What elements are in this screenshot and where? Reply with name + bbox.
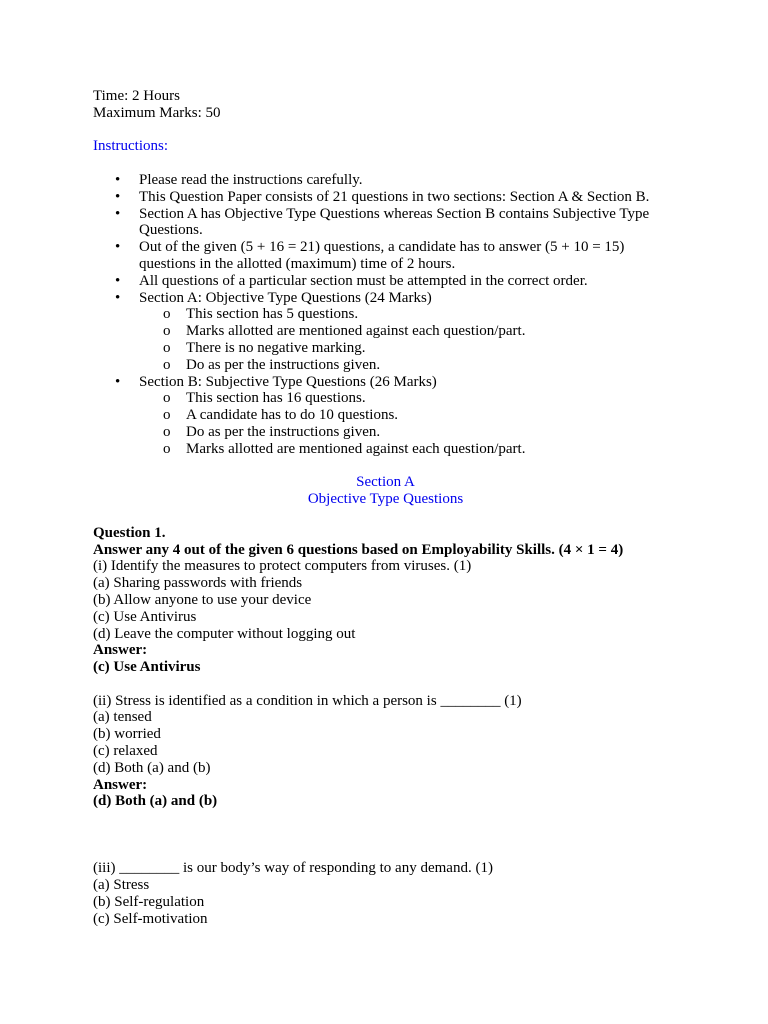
option: (a) Stress [93, 877, 150, 894]
spacer [93, 676, 678, 693]
sub-point: o This section has 16 questions. [186, 390, 678, 407]
option: (c) Self-motivation [93, 910, 208, 927]
answer: (d) Both (a) and (b) [93, 793, 218, 810]
section-b-label: Section B: Subjective Type Questions (26 Marks) [139, 373, 437, 390]
sub-point: o Marks allotted are mentioned against each question/part. [186, 323, 678, 340]
spacer [93, 122, 678, 139]
question-title: Question 1. [93, 524, 166, 541]
answer-label: Answer: [93, 776, 148, 793]
instruction-item-section-b [139, 374, 678, 458]
spacer [93, 508, 678, 525]
answer: (c) Use Antivirus [93, 659, 201, 676]
section-a-title: Section A [356, 474, 415, 491]
instruction-item: • This Question Paper consists of 21 questions in two sections: Section A & Section B. [139, 189, 678, 206]
option: (d) Both (a) and (b) [93, 759, 211, 776]
instruction-item: • All questions of a particular section must be attempted in the correct order. [139, 273, 678, 290]
instruction-item: • Section A has Objective Type Questions whereas Section B contains Subjective Type Questions. [139, 206, 678, 240]
spacer [93, 458, 678, 475]
instructions-heading: Instructions: [93, 138, 168, 155]
option: (c) relaxed [93, 743, 158, 760]
option: (a) tensed [93, 709, 152, 726]
instruction-item: • Out of the given (5 + 16 = 21) questions, a candidate has to answer (5 + 10 = 15) questions in the allotted (maximum) time of 2 hours. [139, 239, 678, 273]
spacer [93, 155, 678, 172]
section-a-subtitle: Objective Type Questions [307, 491, 464, 508]
spacer [93, 810, 678, 860]
instruction-item: • Please read the instructions carefully. [139, 172, 678, 189]
sub-point: o This section has 5 questions. [186, 306, 678, 323]
section-a-label: Section A: Objective Type Questions (24 Marks) [139, 289, 432, 306]
option: (b) worried [93, 726, 161, 743]
option: (b) Allow anyone to use your device [93, 591, 312, 608]
sub-point: o Marks allotted are mentioned against each question/part. [186, 441, 678, 458]
sub-point: o A candidate has to do 10 questions. [186, 407, 678, 424]
sub-point: o Do as per the instructions given. [186, 424, 678, 441]
answer-label: Answer: [93, 642, 148, 659]
sub-point: o There is no negative marking. [186, 340, 678, 357]
instruction-item-section-a [139, 290, 678, 374]
option: (c) Use Antivirus [93, 608, 197, 625]
question-subtitle: Answer any 4 out of the given 6 questions based on Employability Skills. (4 × 1 = 4) [93, 541, 624, 558]
section-a-points [139, 306, 678, 373]
sub-point: o Do as per the instructions given. [186, 357, 678, 374]
question-prompt: (ii) Stress is identified as a condition in which a person is ________ (1) [93, 692, 522, 709]
instructions-list [93, 172, 678, 458]
option: (d) Leave the computer without logging out [93, 625, 356, 642]
section-b-points [139, 390, 678, 457]
question-prompt: (i) Identify the measures to protect computers from viruses. (1) [93, 558, 472, 575]
option: (a) Sharing passwords with friends [93, 575, 303, 592]
question-prompt: (iii) ________ is our body’s way of responding to any demand. (1) [93, 860, 493, 877]
max-marks-line: Maximum Marks: 50 [93, 104, 221, 121]
option: (b) Self-regulation [93, 893, 205, 910]
time-line: Time: 2 Hours [93, 88, 180, 104]
